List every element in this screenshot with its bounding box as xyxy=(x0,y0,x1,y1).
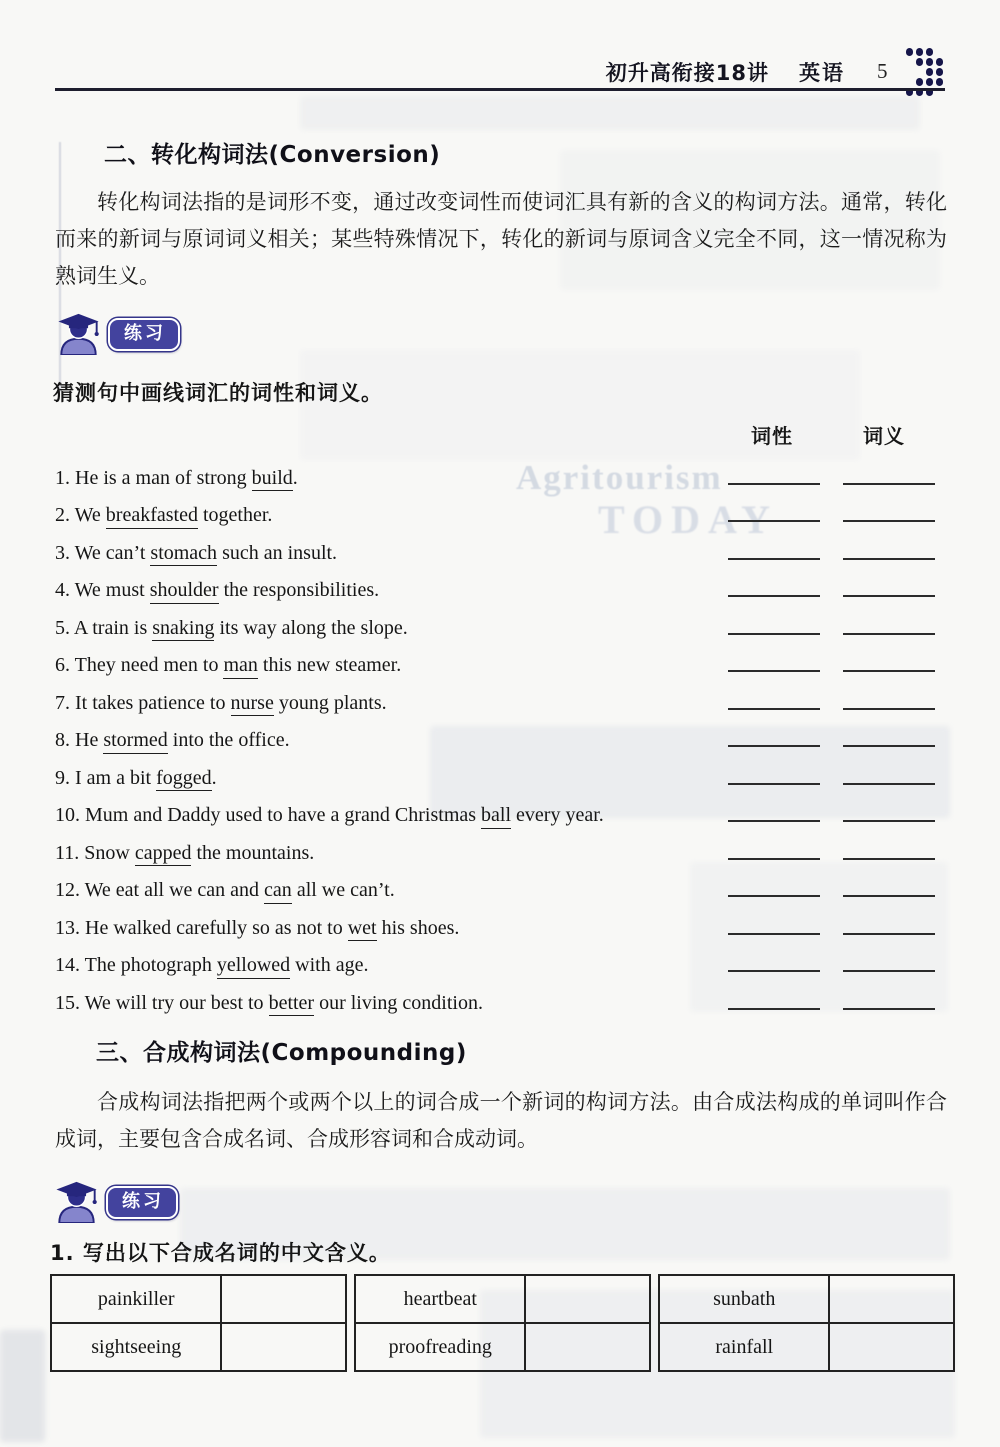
compound-table xyxy=(50,1274,347,1372)
meaning-answer-cell xyxy=(221,1275,346,1323)
pos-answer-blank xyxy=(728,483,820,485)
page-number: 5 xyxy=(877,59,888,84)
bleed-through-artifact xyxy=(0,1330,45,1442)
compound-word-cell: proofreading xyxy=(355,1323,525,1371)
pos-answer-blank xyxy=(728,1008,820,1010)
bleed-through-text: Agritourism xyxy=(516,458,723,497)
sentence-text: 7. It takes patience to nurse young plants. xyxy=(55,692,728,718)
sentence-text: 9. I am a bit fogged. xyxy=(55,767,728,793)
sentence-row xyxy=(55,455,948,493)
sentence-row xyxy=(55,830,948,868)
sentence-text: 4. We must shoulder the responsibilities. xyxy=(55,579,728,605)
meaning-answer-cell xyxy=(525,1323,650,1371)
bleed-through-artifact xyxy=(300,96,920,130)
section-title-compounding: 三、合成构词法(Compounding) xyxy=(96,1040,467,1066)
meaning-answer-blank xyxy=(843,933,935,935)
underlined-word: stomach xyxy=(150,542,217,567)
meaning-answer-blank xyxy=(843,520,935,522)
compounding-paragraph: 合成构词法指把两个或两个以上的词合成一个新词的构词方法。由合成法构成的单词叫作合成词，主要包含合成名词、合成形容词和合成动词。 xyxy=(55,1090,947,1151)
pos-answer-blank xyxy=(728,858,820,860)
sentence-text: 11. Snow capped the mountains. xyxy=(55,842,728,868)
meaning-answer-blank xyxy=(843,558,935,560)
sentence-text: 5. A train is snaking its way along the slope. xyxy=(55,617,728,643)
meaning-answer-blank xyxy=(843,820,935,822)
compound-word-tables xyxy=(50,1274,955,1372)
sentence-text: 12. We eat all we can and can all we can’t. xyxy=(55,879,728,905)
meaning-answer-blank xyxy=(843,633,935,635)
meaning-answer-blank xyxy=(843,595,935,597)
sentence-row xyxy=(55,493,948,531)
bleed-through-text: TODAY xyxy=(598,497,779,542)
compound-word-cell: sightseeing xyxy=(51,1323,221,1371)
meaning-answer-cell xyxy=(829,1323,954,1371)
sentence-text: 2. We breakfasted together. xyxy=(55,504,728,530)
underlined-word: ball xyxy=(481,804,511,829)
meaning-answer-blank xyxy=(843,670,935,672)
underlined-word: better xyxy=(269,992,315,1017)
underlined-word: can xyxy=(264,879,292,904)
sentence-list xyxy=(55,455,948,1018)
sentence-row xyxy=(55,793,948,831)
sentence-text: 15. We will try our best to better our living condition. xyxy=(55,992,728,1018)
compound-word-cell: heartbeat xyxy=(355,1275,525,1323)
sentence-row xyxy=(55,680,948,718)
pos-answer-blank xyxy=(728,745,820,747)
compound-table xyxy=(354,1274,651,1372)
pos-answer-blank xyxy=(728,933,820,935)
meaning-answer-cell xyxy=(221,1323,346,1371)
pos-answer-blank xyxy=(728,633,820,635)
underlined-word: build xyxy=(252,467,293,492)
sentence-text: 3. We can’t stomach such an insult. xyxy=(55,542,728,568)
sentence-row xyxy=(55,868,948,906)
header-rule xyxy=(55,88,945,91)
pos-answer-blank xyxy=(728,670,820,672)
meaning-answer-blank xyxy=(843,858,935,860)
underlined-word: snaking xyxy=(152,617,214,642)
compound-word-cell: sunbath xyxy=(659,1275,829,1323)
practice-badge: 练习 xyxy=(106,1186,178,1219)
graduate-student-icon xyxy=(55,311,102,355)
underlined-word: nurse xyxy=(231,692,274,717)
sentence-row xyxy=(55,755,948,793)
sentence-row xyxy=(55,943,948,981)
meaning-answer-cell xyxy=(829,1275,954,1323)
practice-header xyxy=(55,311,180,355)
sentence-text: 8. He stormed into the office. xyxy=(55,729,728,755)
meaning-answer-blank xyxy=(843,708,935,710)
sentence-text: 13. He walked carefully so as not to wet his shoes. xyxy=(55,917,728,943)
sentence-row xyxy=(55,718,948,756)
compound-word-cell: painkiller xyxy=(51,1275,221,1323)
pos-answer-blank xyxy=(728,895,820,897)
meaning-answer-blank xyxy=(843,783,935,785)
pos-answer-blank xyxy=(728,783,820,785)
exercise-instruction: 猜测句中画线词汇的词性和词义。 xyxy=(53,381,383,405)
compound-instruction: 1. 写出以下合成名词的中文含义。 xyxy=(50,1241,391,1265)
pos-answer-blank xyxy=(728,558,820,560)
sentence-text: 1. He is a man of strong build. xyxy=(55,467,728,493)
underlined-word: capped xyxy=(135,842,192,867)
section-title-conversion: 二、转化构词法(Conversion) xyxy=(104,142,441,168)
underlined-word: fogged xyxy=(156,767,212,792)
sentence-row xyxy=(55,530,948,568)
pos-answer-blank xyxy=(728,970,820,972)
compound-word-cell: rainfall xyxy=(659,1323,829,1371)
sentence-row xyxy=(55,605,948,643)
practice-header xyxy=(53,1179,178,1223)
sentence-text: 14. The photograph yellowed with age. xyxy=(55,954,728,980)
meaning-answer-blank xyxy=(843,895,935,897)
column-header-meaning: 词义 xyxy=(863,424,905,448)
sentence-text: 10. Mum and Daddy used to have a grand Christmas ball every year. xyxy=(55,804,728,830)
underlined-word: stormed xyxy=(103,729,167,754)
practice-badge: 练习 xyxy=(108,318,180,351)
underlined-word: yellowed xyxy=(217,954,290,979)
sentence-row xyxy=(55,905,948,943)
meaning-answer-blank xyxy=(843,483,935,485)
underlined-word: man xyxy=(223,654,257,679)
pos-answer-blank xyxy=(728,820,820,822)
meaning-answer-blank xyxy=(843,970,935,972)
pos-answer-blank xyxy=(728,708,820,710)
sentence-row xyxy=(55,568,948,606)
underlined-word: shoulder xyxy=(150,579,219,604)
meaning-answer-cell xyxy=(525,1275,650,1323)
subject-label: 英语 xyxy=(799,60,845,85)
sentence-row xyxy=(55,980,948,1018)
conversion-paragraph: 转化构词法指的是词形不变，通过改变词性而使词汇具有新的含义的构词方法。通常，转化而来的新词与原词词义相关；某些特殊情况下，转化的新词与原词含义完全不同，这一情况称为熟词生义。 xyxy=(55,190,947,288)
graduate-student-icon xyxy=(53,1179,100,1223)
pos-answer-blank xyxy=(728,595,820,597)
pos-answer-blank xyxy=(728,520,820,522)
sentence-row xyxy=(55,643,948,681)
compound-table xyxy=(658,1274,955,1372)
underlined-word: breakfasted xyxy=(106,504,198,529)
meaning-answer-blank xyxy=(843,745,935,747)
book-title: 初升高衔接18讲 xyxy=(605,60,769,85)
sentence-text: 6. They need men to man this new steamer. xyxy=(55,654,728,680)
meaning-answer-blank xyxy=(843,1008,935,1010)
underlined-word: wet xyxy=(348,917,377,942)
column-header-pos: 词性 xyxy=(751,424,793,448)
